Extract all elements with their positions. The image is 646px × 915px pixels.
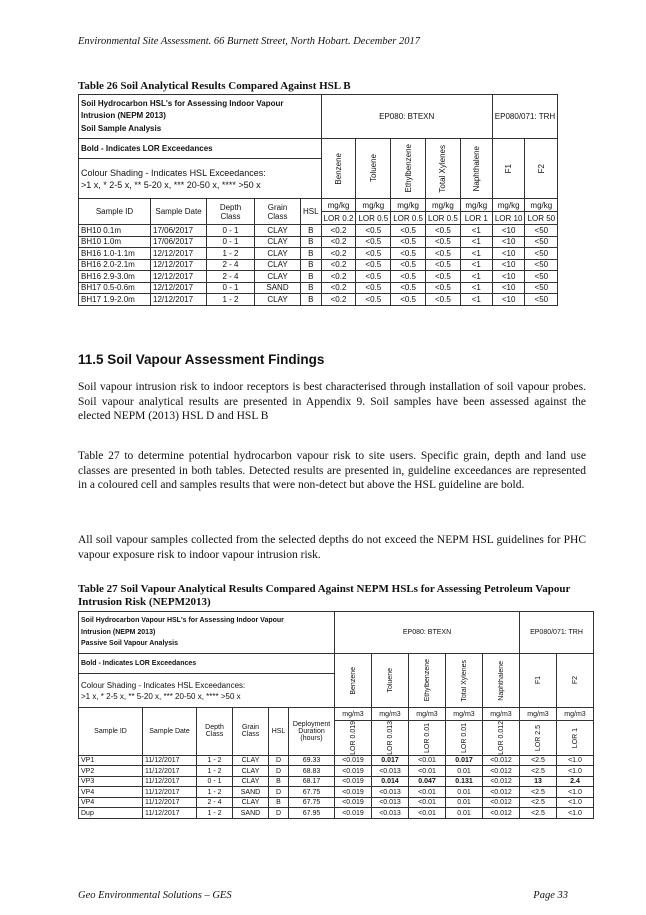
table-cell: 0.014 bbox=[372, 776, 409, 787]
table-cell: <0.2 bbox=[321, 282, 356, 294]
table-cell: <0.019 bbox=[335, 787, 372, 798]
table-cell: <0.5 bbox=[356, 225, 391, 237]
table-27-lor: LOR 1 bbox=[557, 721, 594, 756]
table-cell: <0.5 bbox=[391, 248, 426, 260]
table-cell: SAND bbox=[255, 282, 301, 294]
table-cell: <0.5 bbox=[426, 248, 461, 260]
table-27-header: Depth Class bbox=[197, 708, 233, 756]
table-cell: 0 - 1 bbox=[207, 282, 255, 294]
table-cell: <0.2 bbox=[321, 294, 356, 306]
table-cell: <0.01 bbox=[409, 797, 446, 808]
table-cell: <10 bbox=[492, 282, 525, 294]
table-26-lor: LOR 0.5 bbox=[356, 212, 391, 225]
table-26-body bbox=[79, 225, 558, 306]
table-26 bbox=[78, 94, 558, 306]
table-cell: B bbox=[301, 294, 322, 306]
table-cell: 0 - 1 bbox=[207, 225, 255, 237]
table-27-header: Sample ID bbox=[79, 708, 143, 756]
section-heading: 11.5 Soil Vapour Assessment Findings bbox=[78, 352, 325, 367]
table-cell: B bbox=[301, 259, 322, 271]
table-cell: <0.5 bbox=[426, 259, 461, 271]
table-cell: 11/12/2017 bbox=[143, 776, 197, 787]
table-cell: BH16 2.9-3.0m bbox=[79, 271, 151, 283]
table-26-header: Sample ID bbox=[79, 199, 151, 225]
table-cell: <0.019 bbox=[335, 776, 372, 787]
table-cell: <0.5 bbox=[426, 282, 461, 294]
table-27-analyte: Naphthalene bbox=[483, 654, 520, 708]
table-cell: 0.131 bbox=[446, 776, 483, 787]
table-cell: <50 bbox=[525, 225, 558, 237]
table-cell: 12/12/2017 bbox=[151, 294, 207, 306]
table-cell: 68.17 bbox=[289, 776, 335, 787]
table-cell: 17/06/2017 bbox=[151, 225, 207, 237]
table-27-unit: mg/m3 bbox=[335, 708, 372, 721]
table-cell: CLAY bbox=[255, 259, 301, 271]
table-cell: B bbox=[301, 236, 322, 248]
table-27-unit: mg/m3 bbox=[372, 708, 409, 721]
table-cell: <0.5 bbox=[426, 225, 461, 237]
table-cell: 1 - 2 bbox=[207, 248, 255, 260]
table-cell: <1 bbox=[460, 271, 492, 283]
table-row bbox=[79, 797, 594, 808]
table-row bbox=[79, 271, 558, 283]
table-27-header: Deployment Duration (hours) bbox=[289, 708, 335, 756]
table-row bbox=[79, 248, 558, 260]
table-cell: <1.0 bbox=[557, 755, 594, 766]
table-26-group-trh: EP080/071: TRH bbox=[492, 95, 557, 139]
table-26-bold-note: Bold - Indicates LOR Exceedances bbox=[79, 139, 322, 159]
table-27-analyte: Ethylbenzene bbox=[409, 654, 446, 708]
table-cell: <0.5 bbox=[391, 225, 426, 237]
table-cell: SAND bbox=[233, 808, 269, 819]
table-row bbox=[79, 236, 558, 248]
table-cell: <0.01 bbox=[409, 808, 446, 819]
table-cell: B bbox=[301, 282, 322, 294]
table-26-group-btexn: EP080: BTEXN bbox=[321, 95, 492, 139]
table-cell: <2.5 bbox=[520, 808, 557, 819]
table-26-analyte: F1 bbox=[492, 139, 525, 199]
table-row bbox=[79, 755, 594, 766]
table-cell: <50 bbox=[525, 236, 558, 248]
table-cell: <1.0 bbox=[557, 766, 594, 777]
table-27-lor: LOR 0.01 bbox=[446, 721, 483, 756]
table-cell: <10 bbox=[492, 271, 525, 283]
table-27-lor: LOR 0.01 bbox=[409, 721, 446, 756]
table-cell: 11/12/2017 bbox=[143, 766, 197, 777]
table-cell: 0.017 bbox=[372, 755, 409, 766]
table-cell: 0.017 bbox=[446, 755, 483, 766]
table-27-unit: mg/m3 bbox=[409, 708, 446, 721]
table-cell: <50 bbox=[525, 282, 558, 294]
table-cell: 67.95 bbox=[289, 808, 335, 819]
table-cell: 2.4 bbox=[557, 776, 594, 787]
table-cell: <10 bbox=[492, 236, 525, 248]
table-cell: D bbox=[269, 787, 289, 798]
page-footer bbox=[78, 890, 568, 901]
table-cell: B bbox=[301, 248, 322, 260]
table-cell: 1 - 2 bbox=[197, 755, 233, 766]
table-cell: <1.0 bbox=[557, 797, 594, 808]
table-cell: 0.01 bbox=[446, 787, 483, 798]
table-cell: <10 bbox=[492, 225, 525, 237]
page-number: Page 33 bbox=[533, 890, 568, 901]
table-26-analyte: Benzene bbox=[321, 139, 356, 199]
table-cell: <10 bbox=[492, 248, 525, 260]
table-cell: CLAY bbox=[255, 225, 301, 237]
table-cell: BH16 1.0-1.1m bbox=[79, 248, 151, 260]
table-27-unit: mg/m3 bbox=[446, 708, 483, 721]
table-cell: 11/12/2017 bbox=[143, 787, 197, 798]
table-cell: 2 - 4 bbox=[207, 271, 255, 283]
table-cell: <0.5 bbox=[391, 259, 426, 271]
table-row bbox=[79, 787, 594, 798]
table-cell: BH17 1.9-2.0m bbox=[79, 294, 151, 306]
table-27-unit: mg/m3 bbox=[557, 708, 594, 721]
table-26-unit: mg/kg bbox=[321, 199, 356, 212]
table-cell: BH16 2.0-2.1m bbox=[79, 259, 151, 271]
table-cell: 12/12/2017 bbox=[151, 248, 207, 260]
table-cell: <1 bbox=[460, 259, 492, 271]
table-27-unit: mg/m3 bbox=[483, 708, 520, 721]
table-27-lor: LOR 0.012 bbox=[483, 721, 520, 756]
table-cell: <0.5 bbox=[426, 236, 461, 248]
table-26-lor: LOR 0.5 bbox=[426, 212, 461, 225]
table-cell: BH10 0.1m bbox=[79, 225, 151, 237]
table-cell: <0.2 bbox=[321, 271, 356, 283]
table-cell: <0.01 bbox=[409, 766, 446, 777]
table-cell: D bbox=[269, 755, 289, 766]
table-cell: B bbox=[301, 225, 322, 237]
page-header: Environmental Site Assessment. 66 Burnett Street, North Hobart. December 2017 bbox=[78, 36, 420, 47]
table-cell: VP4 bbox=[79, 797, 143, 808]
table-row bbox=[79, 808, 594, 819]
table-cell: <0.012 bbox=[483, 787, 520, 798]
table-cell: <1.0 bbox=[557, 808, 594, 819]
paragraph: Table 27 to determine potential hydrocarbon vapour risk to site users. Specific grain, depth and land use classes are presented in both tables. Detected results are presented in, guideline exceedances are represented in a coloured cell and samples results that were non-detect but above the HSL guideline are bold. bbox=[78, 450, 586, 491]
table-26-header: Depth Class bbox=[207, 199, 255, 225]
table-26-caption: Table 26 Soil Analytical Results Compared Against HSL B bbox=[78, 80, 351, 92]
table-26-shading-note: Colour Shading - Indicates HSL Exceedances: >1 x, * 2-5 x, ** 5-20 x, *** 20-50 x, **** >50 x bbox=[79, 159, 322, 199]
table-cell: 1 - 2 bbox=[197, 787, 233, 798]
table-cell: <1.0 bbox=[557, 787, 594, 798]
table-cell: 0 - 1 bbox=[207, 236, 255, 248]
table-cell: <0.5 bbox=[356, 236, 391, 248]
table-cell: CLAY bbox=[233, 776, 269, 787]
table-cell: SAND bbox=[233, 787, 269, 798]
table-cell: D bbox=[269, 766, 289, 777]
table-cell: B bbox=[301, 271, 322, 283]
table-cell: VP4 bbox=[79, 787, 143, 798]
table-27-analyte: Benzene bbox=[335, 654, 372, 708]
table-cell: <0.019 bbox=[335, 755, 372, 766]
table-cell: <1 bbox=[460, 236, 492, 248]
table-26-analyte: F2 bbox=[525, 139, 558, 199]
table-cell: <1 bbox=[460, 225, 492, 237]
table-cell: 11/12/2017 bbox=[143, 808, 197, 819]
table-cell: D bbox=[269, 808, 289, 819]
table-cell: <0.5 bbox=[356, 271, 391, 283]
table-cell: <0.2 bbox=[321, 236, 356, 248]
table-26-analyte: Total Xylenes bbox=[426, 139, 461, 199]
table-cell: <0.5 bbox=[426, 271, 461, 283]
table-cell: CLAY bbox=[255, 294, 301, 306]
table-cell: <0.013 bbox=[372, 797, 409, 808]
table-cell: <2.5 bbox=[520, 787, 557, 798]
table-cell: <0.5 bbox=[426, 294, 461, 306]
table-27 bbox=[78, 611, 594, 819]
table-cell: 0 - 1 bbox=[197, 776, 233, 787]
table-cell: <0.5 bbox=[356, 282, 391, 294]
table-26-analyte: Naphthalene bbox=[460, 139, 492, 199]
table-26-analyte: Toluene bbox=[356, 139, 391, 199]
table-cell: <0.5 bbox=[356, 259, 391, 271]
table-cell: <50 bbox=[525, 271, 558, 283]
table-27-bold-note: Bold - Indicates LOR Exceedances bbox=[79, 654, 335, 674]
table-cell: 11/12/2017 bbox=[143, 755, 197, 766]
table-cell: CLAY bbox=[233, 766, 269, 777]
table-cell: 1 - 2 bbox=[207, 294, 255, 306]
table-cell: <0.012 bbox=[483, 776, 520, 787]
table-26-lor: LOR 0.2 bbox=[321, 212, 356, 225]
table-row bbox=[79, 259, 558, 271]
table-cell: <0.012 bbox=[483, 808, 520, 819]
table-cell: <0.012 bbox=[483, 766, 520, 777]
table-cell: <0.2 bbox=[321, 225, 356, 237]
table-cell: <0.2 bbox=[321, 259, 356, 271]
table-cell: <0.013 bbox=[372, 808, 409, 819]
table-26-lor: LOR 0.5 bbox=[391, 212, 426, 225]
footer-company: Geo Environmental Solutions – GES bbox=[78, 890, 232, 901]
table-cell: 17/06/2017 bbox=[151, 236, 207, 248]
table-26-unit: mg/kg bbox=[492, 199, 525, 212]
table-cell: 0.01 bbox=[446, 808, 483, 819]
table-cell: 11/12/2017 bbox=[143, 797, 197, 808]
paragraph: Soil vapour intrusion risk to indoor receptors is best characterised through installation of soil vapour probes. Soil vapour analytical results are presented in Appendix 9. Soil samples have been assessed against the elected NEPM (2013) HSL D and HSL B bbox=[78, 381, 586, 422]
table-cell: <2.5 bbox=[520, 755, 557, 766]
table-cell: B bbox=[269, 776, 289, 787]
table-27-unit: mg/m3 bbox=[520, 708, 557, 721]
table-27-header: HSL bbox=[269, 708, 289, 756]
table-cell: CLAY bbox=[255, 271, 301, 283]
table-cell: 68.83 bbox=[289, 766, 335, 777]
table-cell: <50 bbox=[525, 294, 558, 306]
table-27-analyte: F1 bbox=[520, 654, 557, 708]
table-27-analyte: Toluene bbox=[372, 654, 409, 708]
table-cell: 67.75 bbox=[289, 797, 335, 808]
table-27-header: Grain Class bbox=[233, 708, 269, 756]
table-cell: <0.5 bbox=[391, 282, 426, 294]
table-row bbox=[79, 282, 558, 294]
table-cell: 67.75 bbox=[289, 787, 335, 798]
table-cell: 12/12/2017 bbox=[151, 271, 207, 283]
table-row bbox=[79, 225, 558, 237]
table-26-unit: mg/kg bbox=[356, 199, 391, 212]
table-cell: 1 - 2 bbox=[197, 766, 233, 777]
table-cell: <50 bbox=[525, 259, 558, 271]
table-row bbox=[79, 294, 558, 306]
table-26-lor: LOR 10 bbox=[492, 212, 525, 225]
table-cell: B bbox=[269, 797, 289, 808]
table-27-lor: LOR 0.019 bbox=[335, 721, 372, 756]
table-26-unit: mg/kg bbox=[460, 199, 492, 212]
table-cell: <0.5 bbox=[356, 294, 391, 306]
table-27-group-btexn: EP080: BTEXN bbox=[335, 612, 520, 654]
table-cell: 69.33 bbox=[289, 755, 335, 766]
table-26-lor: LOR 50 bbox=[525, 212, 558, 225]
table-cell: 0.047 bbox=[409, 776, 446, 787]
table-cell: <0.019 bbox=[335, 808, 372, 819]
table-cell: VP1 bbox=[79, 755, 143, 766]
table-27-analyte: F2 bbox=[557, 654, 594, 708]
table-27-lor: LOR 2.5 bbox=[520, 721, 557, 756]
table-27-body bbox=[79, 755, 594, 818]
table-cell: 0.01 bbox=[446, 766, 483, 777]
table-26-unit: mg/kg bbox=[426, 199, 461, 212]
table-cell: <0.5 bbox=[391, 271, 426, 283]
table-26-header: Sample Date bbox=[151, 199, 207, 225]
table-cell: CLAY bbox=[233, 755, 269, 766]
table-cell: <0.2 bbox=[321, 248, 356, 260]
table-cell: <0.5 bbox=[391, 236, 426, 248]
table-27-caption: Table 27 Soil Vapour Analytical Results Compared Against NEPM HSLs for Assessing Petroleum Vapour Intrusion Risk (NEPM2013) bbox=[78, 583, 571, 608]
table-cell: CLAY bbox=[255, 236, 301, 248]
table-cell: 0.01 bbox=[446, 797, 483, 808]
table-cell: 2 - 4 bbox=[197, 797, 233, 808]
table-26-analyte: Ethylbenzene bbox=[391, 139, 426, 199]
table-cell: 12/12/2017 bbox=[151, 259, 207, 271]
table-cell: <2.5 bbox=[520, 766, 557, 777]
table-26-lor: LOR 1 bbox=[460, 212, 492, 225]
table-cell: <0.012 bbox=[483, 797, 520, 808]
table-27-title: Soil Hydrocarbon Vapour HSL's for Assessing Indoor Vapour Intrusion (NEPM 2013) Passive Soil Vapour Analysis bbox=[79, 612, 335, 654]
table-cell: 1 - 2 bbox=[197, 808, 233, 819]
table-cell: VP3 bbox=[79, 776, 143, 787]
table-26-title: Soil Hydrocarbon HSL's for Assessing Indoor Vapour Intrusion (NEPM 2013) Soil Sample Analysis bbox=[79, 95, 322, 139]
table-cell: CLAY bbox=[255, 248, 301, 260]
table-cell: <2.5 bbox=[520, 797, 557, 808]
table-cell: <0.5 bbox=[356, 248, 391, 260]
table-cell: <50 bbox=[525, 248, 558, 260]
table-cell: <0.013 bbox=[372, 766, 409, 777]
table-cell: <10 bbox=[492, 259, 525, 271]
table-26-unit: mg/kg bbox=[391, 199, 426, 212]
table-row bbox=[79, 776, 594, 787]
table-cell: Dup bbox=[79, 808, 143, 819]
table-cell: <10 bbox=[492, 294, 525, 306]
table-27-shading-note: Colour Shading - Indicates HSL Exceedances: >1 x, * 2-5 x, ** 5-20 x, *** 20-50 x, **** >50 x bbox=[79, 674, 335, 708]
table-row bbox=[79, 766, 594, 777]
table-cell: 13 bbox=[520, 776, 557, 787]
table-cell: <0.5 bbox=[391, 294, 426, 306]
table-cell: <0.012 bbox=[483, 755, 520, 766]
table-cell: <0.013 bbox=[372, 787, 409, 798]
table-26-unit: mg/kg bbox=[525, 199, 558, 212]
table-cell: <1 bbox=[460, 282, 492, 294]
table-cell: BH17 0.5-0.6m bbox=[79, 282, 151, 294]
table-cell: <1 bbox=[460, 248, 492, 260]
table-cell: <0.01 bbox=[409, 755, 446, 766]
table-cell: <0.019 bbox=[335, 797, 372, 808]
table-cell: <0.019 bbox=[335, 766, 372, 777]
table-27-analyte: Total Xylenes bbox=[446, 654, 483, 708]
table-27-group-trh: EP080/071: TRH bbox=[520, 612, 594, 654]
table-cell: 12/12/2017 bbox=[151, 282, 207, 294]
table-27-header: Sample Date bbox=[143, 708, 197, 756]
table-cell: 2 - 4 bbox=[207, 259, 255, 271]
table-cell: <1 bbox=[460, 294, 492, 306]
table-cell: VP2 bbox=[79, 766, 143, 777]
table-27-lor: LOR 0.013 bbox=[372, 721, 409, 756]
paragraph: All soil vapour samples collected from the selected depths do not exceed the NEPM HSL guidelines for PHC vapour exposure risk to indoor vapour intrusion risk. bbox=[78, 534, 586, 561]
table-cell: CLAY bbox=[233, 797, 269, 808]
table-cell: BH10 1.0m bbox=[79, 236, 151, 248]
table-26-header: Grain Class bbox=[255, 199, 301, 225]
table-26-header: HSL bbox=[301, 199, 322, 225]
table-cell: <0.01 bbox=[409, 787, 446, 798]
